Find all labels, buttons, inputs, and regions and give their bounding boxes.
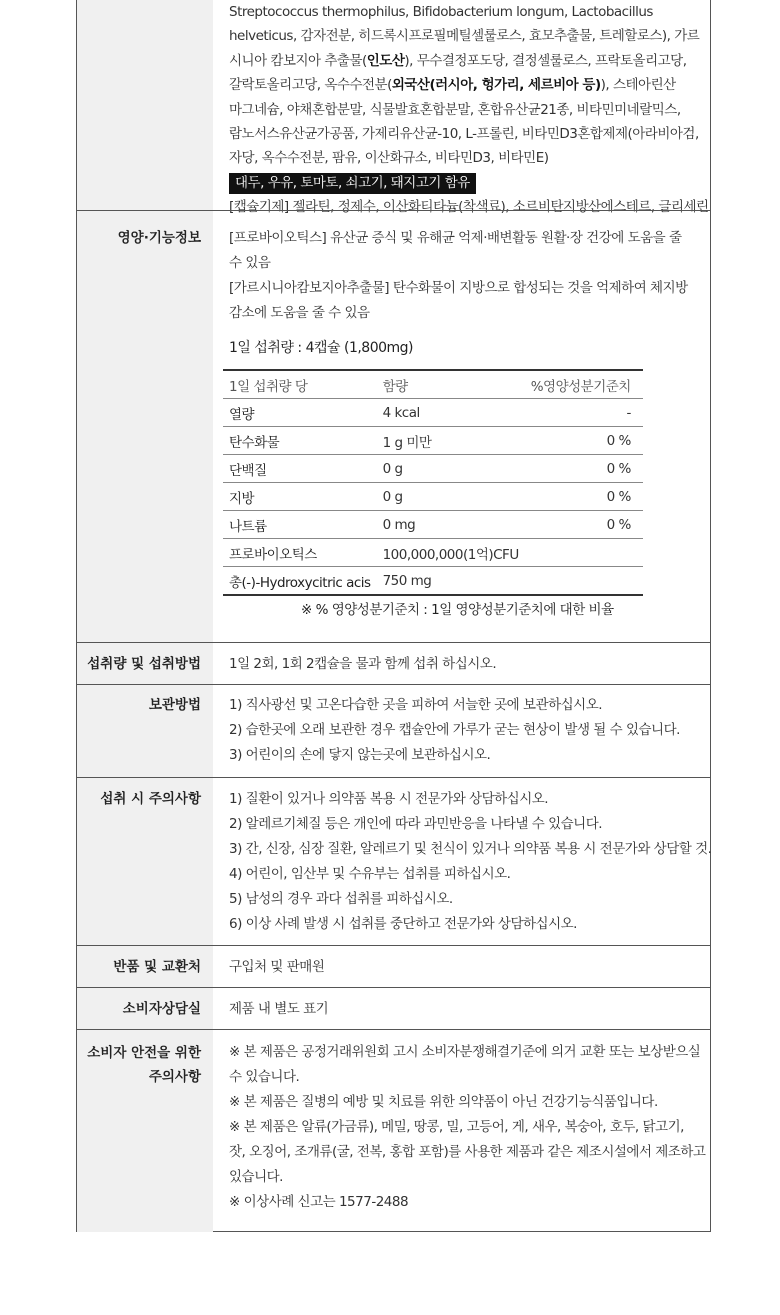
nutrition-cell: 단백질 [223, 455, 377, 483]
caution-label: 섭취 시 주의사항 [100, 791, 201, 807]
returns-text: 구입처 및 판매원 [229, 959, 325, 975]
intake-label-cell [77, 643, 213, 685]
storage-value [213, 685, 710, 778]
nutrition-cell: - [525, 399, 643, 427]
nutrition-header-row [223, 370, 643, 399]
nutrition-header-cell: %영양성분기준치 [525, 370, 643, 399]
caution-line: 3) 간, 신장, 심장 질환, 알레르기 및 천식이 있거나 의약품 복용 시 전문가와 상담할 것. [229, 841, 712, 857]
storage-row [77, 684, 710, 778]
returns-row [77, 945, 710, 988]
nutrition-cell: 750 mg [377, 567, 525, 596]
function-value [213, 211, 710, 643]
nutrition-cell [525, 567, 643, 596]
ingredients-line: 마그네슘, 야채혼합분말, 식물발효혼합분말, 혼합유산균21종, 비타민미네랄믹스, [229, 101, 681, 118]
function-line: 감소에 도움을 줄 수 있음 [229, 305, 370, 321]
nutrition-row [223, 427, 643, 455]
function-line: 수 있음 [229, 255, 271, 271]
consumer-text: 제품 내 별도 표기 [229, 1001, 329, 1017]
nutrition-cell: 0 % [525, 455, 643, 483]
nutrition-cell: 프로바이오틱스 [223, 539, 377, 567]
nutrition-cell: 탄수화물 [223, 427, 377, 455]
safety-line: ※ 이상사례 신고는 1577-2488 [229, 1194, 409, 1210]
nutrition-row [223, 399, 643, 427]
consumer-label-cell [77, 988, 213, 1030]
consumer-row [77, 987, 710, 1030]
intake-label: 섭취량 및 섭취방법 [87, 656, 201, 672]
allergen-line [229, 171, 702, 195]
nutrition-note: ※ % 영양성분기준치 : 1일 영양성분기준치에 대한 비율 [301, 602, 614, 618]
function-row [77, 210, 710, 643]
nutrition-row [223, 539, 643, 567]
returns-label-cell [77, 946, 213, 988]
intake-text: 1일 2회, 1회 2캡슐을 물과 함께 섭취 하십시오. [229, 656, 497, 672]
safety-line: 수 있습니다. [229, 1069, 300, 1085]
safety-label-line: 소비자 안전을 위한 [87, 1045, 201, 1061]
nutrition-cell: 열량 [223, 399, 377, 427]
safety-line: 잣, 오징어, 조개류(굴, 전복, 홍합 포함)를 사용한 제품과 같은 제조시설에서 제조하고 [229, 1144, 706, 1160]
daily-intake: 1일 섭취량 : 4캡슐 (1,800mg) [229, 340, 414, 356]
intake-value [213, 643, 710, 685]
ingredients-line: 시니아 캄보지아 추출물(인도산), 무수결정포도당, 결정셀룰로스, 프락토올리고당, [229, 52, 687, 69]
function-line: [가르시니아캄보지아추출물] 탄수화물이 지방으로 합성되는 것을 억제하여 체지방 [229, 280, 688, 296]
ingredients-line: Streptococcus thermophilus, Bifidobacterium longum, Lactobacillus [229, 4, 653, 20]
ingredients-line: 갈락토올리고당, 옥수수전분(외국산(러시아, 헝가리, 세르비아 등)), 스테아린산 [229, 77, 676, 94]
intake-row [77, 642, 710, 685]
nutrition-table [223, 369, 643, 596]
nutrition-cell: 총(-)-Hydroxycitric acis [223, 567, 377, 596]
product-info-table [76, 0, 711, 1232]
caution-line: 1) 질환이 있거나 의약품 복용 시 전문가와 상담하십시오. [229, 791, 549, 807]
function-line: [프로바이오틱스] 유산균 증식 및 유해균 억제·배변활동 원활·장 건강에 도움을 줄 [229, 230, 682, 246]
consumer-value [213, 988, 710, 1030]
nutrition-cell: 0 % [525, 483, 643, 511]
safety-label-cell [77, 1030, 213, 1232]
safety-value [213, 1030, 710, 1232]
caution-line: 5) 남성의 경우 과다 섭취를 피하십시오. [229, 891, 453, 907]
caution-value [213, 778, 710, 946]
nutrition-row [223, 455, 643, 483]
safety-line: ※ 본 제품은 질병의 예방 및 치료를 위한 의약품이 아닌 건강기능식품입니다. [229, 1094, 658, 1110]
safety-label-line: 주의사항 [148, 1069, 201, 1085]
nutrition-cell: 1 g 미만 [377, 427, 525, 455]
storage-line: 1) 직사광선 및 고온다습한 곳을 피하여 서늘한 곳에 보관하십시오. [229, 697, 603, 713]
ingredients-line: helveticus, 감자전분, 히드록시프로필메틸셀룰로스, 효모추출물, 트레할로스), 가르 [229, 28, 700, 45]
nutrition-cell: 0 % [525, 427, 643, 455]
function-label: 영양·기능정보 [117, 230, 201, 246]
nutrition-cell: 100,000,000(1억)CFU [377, 539, 525, 567]
ingredients-line: 자당, 옥수수전분, 팜유, 이산화규소, 비타민D3, 비타민E) [229, 150, 549, 167]
safety-line: ※ 본 제품은 알류(가금류), 메밀, 땅콩, 밀, 고등어, 게, 새우, 복숭아, 호두, 닭고기, [229, 1119, 684, 1135]
nutrition-cell: 0 g [377, 455, 525, 483]
caution-line: 4) 어린이, 임산부 및 수유부는 섭취를 피하십시오. [229, 866, 511, 882]
storage-line: 2) 습한곳에 오래 보관한 경우 캡슐안에 가루가 굳는 현상이 발생 될 수 있습니다. [229, 722, 680, 738]
nutrition-cell: 0 mg [377, 511, 525, 539]
origin-bold: 인도산 [366, 52, 405, 69]
allergen-badge: 대두, 우유, 토마토, 쇠고기, 돼지고기 함유 [229, 173, 476, 194]
nutrition-header-cell: 함량 [377, 370, 525, 399]
returns-label: 반품 및 교환처 [113, 959, 201, 975]
caution-row [77, 777, 710, 946]
nutrition-cell: 지방 [223, 483, 377, 511]
origin-bold: 외국산(러시아, 헝가리, 세르비아 등) [391, 77, 601, 94]
storage-line: 3) 어린이의 손에 닿지 않는곳에 보관하십시오. [229, 747, 491, 763]
ingredients-line: 람노서스유산균가공품, 가제리유산균-10, L-프롤린, 비타민D3혼합제제(아라비아검, [229, 126, 699, 143]
function-label-cell [77, 211, 213, 643]
returns-value [213, 946, 710, 988]
nutrition-cell: 0 % [525, 511, 643, 539]
nutrition-cell: 4 kcal [377, 399, 525, 427]
nutrition-cell [525, 539, 643, 567]
storage-label: 보관방법 [148, 697, 201, 713]
nutrition-row [223, 483, 643, 511]
nutrition-cell: 0 g [377, 483, 525, 511]
caution-label-cell [77, 778, 213, 946]
nutrition-row [223, 567, 643, 596]
storage-label-cell [77, 685, 213, 778]
consumer-label: 소비자상담실 [122, 1001, 201, 1017]
nutrition-cell: 나트륨 [223, 511, 377, 539]
nutrition-header-cell: 1일 섭취량 당 [223, 370, 377, 399]
ingredients-label-cell [77, 0, 213, 210]
safety-row [77, 1029, 710, 1232]
ingredients-row [77, 0, 710, 216]
safety-line: 있습니다. [229, 1169, 283, 1185]
capsule-line: [캡슐기제] 젤라틴, 정제수, 이산화티타늄(착색료), 소르비탄지방산에스테르, 글리세린 [229, 199, 709, 216]
ingredients-value [213, 0, 710, 216]
caution-line: 6) 이상 사례 발생 시 섭취를 중단하고 전문가와 상담하십시오. [229, 916, 577, 932]
safety-line: ※ 본 제품은 공정거래위원회 고시 소비자분쟁해결기준에 의거 교환 또는 보상받으실 [229, 1044, 701, 1060]
caution-line: 2) 알레르기체질 등은 개인에 따라 과민반응을 나타낼 수 있습니다. [229, 816, 603, 832]
nutrition-row [223, 511, 643, 539]
